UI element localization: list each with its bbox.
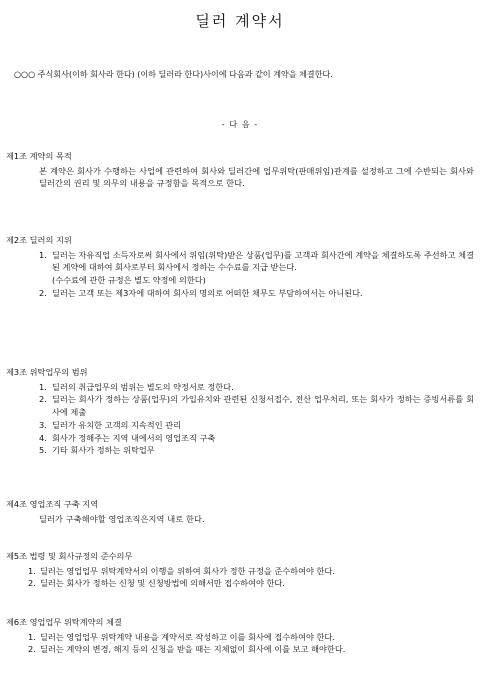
- item-text: 딜러는 회사가 정하는 상품(업무)의 가입유치와 관련된 신청서접수, 전산 업무처리, 또는 회사가 정하는 증빙서류를 회사에 제출: [52, 394, 474, 418]
- article-6: [6, 616, 474, 656]
- item-text: 딜러는 계약의 변경, 해지 등의 신청을 받을 때는 지체없이 회사에 이를 보고 해야한다.: [40, 644, 346, 655]
- article-4: [6, 498, 474, 525]
- item-number: 3.: [39, 419, 47, 430]
- list-item: [6, 432, 474, 445]
- article-heading: 제4조 영업조직 구축 지역: [6, 499, 99, 509]
- item-text: 기타 회사가 정하는 위탁업무: [52, 445, 155, 456]
- list-item: [6, 631, 474, 644]
- item-number: 2.: [39, 287, 47, 298]
- article-5: [6, 550, 474, 590]
- list-item-note: [6, 274, 474, 287]
- list-item: [6, 444, 474, 457]
- list-item: [6, 419, 474, 432]
- intro-paragraph: ○○○ 주식회사(이하 회사라 한다) (이하 딜러라 한다)사이에 다음과 같이 계약을 체결한다.: [14, 69, 333, 79]
- article-heading: 제5조 법령 및 회사규정의 준수의무: [6, 551, 133, 561]
- item-text: 딜러는 회사가 정하는 신청 및 신청방법에 의해서만 접수하여야 한다.: [40, 578, 285, 589]
- item-text: 딜러는 자유직업 소득자로써 회사에서 위임(위탁)받은 상품(업무)를 고객과 회사간에 계약을 체결하도록 주선하고 체결된 계약에 대하여 회사로부터 회사에서 정하는 수수료를 지급 받는다.: [52, 249, 474, 273]
- article-3: [6, 366, 474, 457]
- article-paragraph: 딜러가 구축해야할 영업조직은지역 내로 한다.: [39, 513, 205, 524]
- document-title: 딜러 계약서: [195, 12, 285, 30]
- item-number: 5.: [39, 445, 47, 456]
- item-number: 1.: [28, 565, 36, 576]
- item-text: 회사가 정해주는 지역 내에서의 영업조직 구축: [52, 432, 216, 443]
- item-text: 딜러는 고객 또는 제3자에 대하여 회사의 명의로 어떠한 채무도 부담하여서는 아니된다.: [52, 287, 363, 298]
- list-item: [6, 565, 474, 578]
- item-number: 2.: [28, 644, 36, 655]
- item-text: 딜러의 취급업무의 범위는 별도의 약정서로 정한다.: [52, 381, 234, 392]
- article-1: [6, 150, 474, 190]
- article-heading: 제6조 영업업무 위탁계약의 체결: [6, 617, 122, 627]
- article-heading: 제3조 위탁업무의 범위: [6, 367, 88, 377]
- list-item: [6, 287, 474, 300]
- list-item: [6, 643, 474, 656]
- item-text: 딜러는 영업업무 위탁계약 내용을 계약서로 작성하고 이를 회사에 접수하여야 한다.: [40, 631, 335, 642]
- item-number: 1.: [39, 249, 47, 260]
- article-heading: 제1조 계약의 목적: [6, 151, 72, 161]
- item-number: 4.: [39, 432, 47, 443]
- list-item: [6, 381, 474, 394]
- item-text: (수수료에 관한 규정은 별도 약정에 의한다): [52, 275, 206, 286]
- list-item: [6, 577, 474, 590]
- item-number: 1.: [39, 381, 47, 392]
- item-text: 딜러가 유치한 고객의 지속적인 관리: [52, 419, 182, 430]
- item-text: 딜러는 영업업무 위탁계약서의 이행을 위하여 회사가 정한 규정을 준수하여야 한다.: [40, 565, 335, 576]
- item-number: 2.: [28, 578, 36, 589]
- list-item: [6, 249, 474, 274]
- item-number: 2.: [39, 394, 47, 405]
- article-heading: 제2조 딜러의 지위: [6, 235, 72, 245]
- list-item: [6, 393, 474, 418]
- article-paragraph: 본 계약은 회사가 수행하는 사업에 관련하여 회사와 딜러간에 업무위탁(판매위임)관계를 설정하고 그에 수반되는 회사와 딜러간의 권리 및 의무의 내용을 규정함을 목적으로 한다.: [39, 165, 474, 189]
- section-divider: - 다 음 -: [221, 119, 259, 129]
- item-number: 1.: [28, 631, 36, 642]
- article-2: [6, 234, 474, 300]
